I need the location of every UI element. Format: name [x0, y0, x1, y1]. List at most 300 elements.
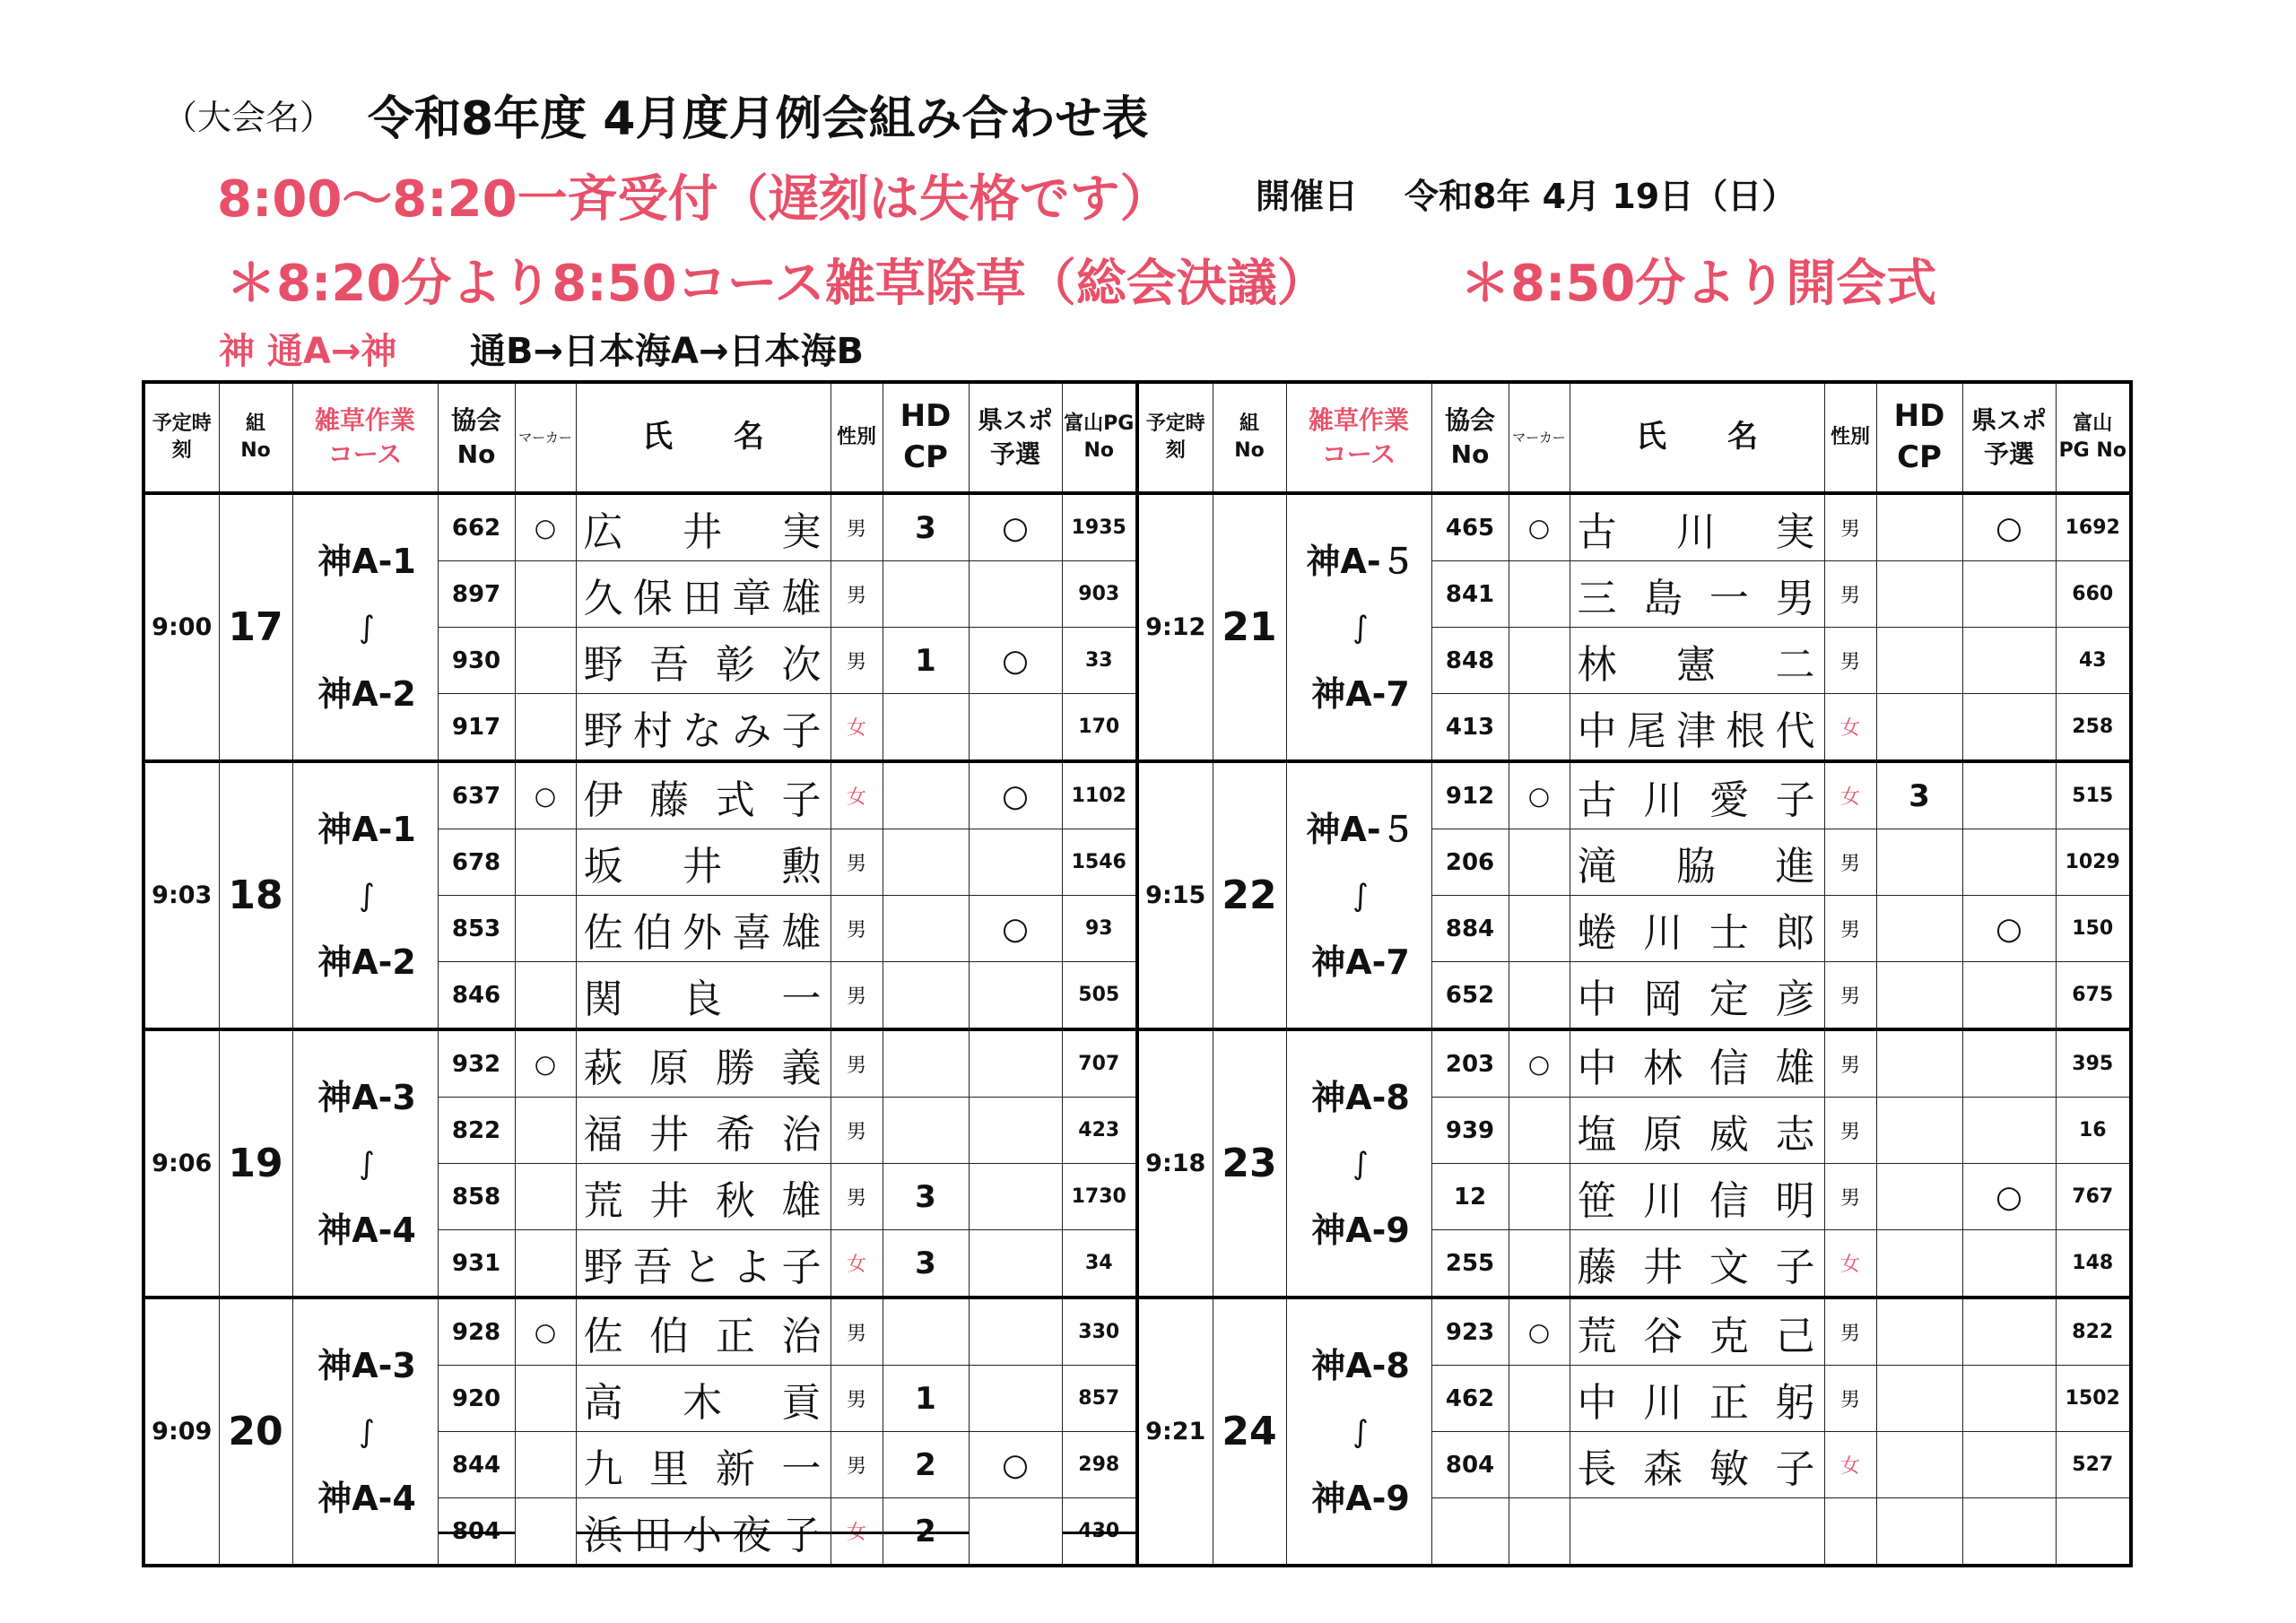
player-name: [1570, 1298, 1824, 1366]
name-char: 田: [632, 1512, 674, 1558]
player-name-chars: [1570, 768, 1824, 825]
name-char: 野: [583, 641, 625, 688]
sex: 男: [1824, 628, 1876, 694]
course-from: 神A-５: [1306, 541, 1415, 581]
pref-qualifier: ○: [969, 896, 1062, 962]
sex: 男: [831, 1164, 883, 1230]
course-to: 神A-9: [1311, 1478, 1410, 1518]
name-char: 伯: [632, 909, 674, 956]
tee-time: 9:06: [144, 1029, 219, 1298]
course-to: 神A-2: [317, 942, 416, 982]
name-char: 吾: [632, 1244, 674, 1290]
player-name: [576, 1029, 831, 1098]
name-char: 林: [1577, 641, 1619, 688]
course-range-mark: ∫: [359, 877, 375, 914]
hdcp: [883, 561, 969, 628]
name-char: 次: [781, 641, 823, 688]
course-to: 神A-7: [1311, 942, 1410, 982]
marker-mark: [515, 1098, 576, 1164]
pg-no: 527: [2056, 1432, 2131, 1498]
col-header-sex: 性別: [1824, 382, 1876, 493]
player-name: [576, 962, 831, 1030]
name-char: 川: [1643, 909, 1685, 956]
name-char: 雄: [781, 575, 823, 621]
weeding-course: [292, 761, 438, 1029]
sex: 女: [1824, 761, 1876, 829]
name-char: よ: [732, 1244, 774, 1290]
name-char: 森: [1643, 1445, 1685, 1492]
name-char: 治: [781, 1313, 823, 1359]
player-name: [1570, 1498, 1824, 1567]
name-char: 信: [1709, 1045, 1751, 1091]
marker-mark: [515, 628, 576, 694]
name-char: 藤: [1577, 1244, 1619, 1290]
sex: 男: [831, 1432, 883, 1498]
marker-mark: ○: [515, 493, 576, 561]
assoc-no: [1431, 1498, 1509, 1567]
assoc-no: 932: [438, 1029, 515, 1098]
hdcp: [1876, 962, 1962, 1030]
marker-mark: [515, 694, 576, 762]
name-char: 士: [1709, 909, 1751, 956]
name-char: 文: [1709, 1244, 1751, 1290]
pg-no: 505: [1062, 962, 1137, 1030]
name-char: 尾: [1626, 707, 1668, 754]
assoc-no: 917: [438, 694, 515, 762]
name-char: 二: [1775, 641, 1817, 688]
hdcp: [883, 1298, 969, 1366]
player-name: [576, 1366, 831, 1432]
pg-no: 675: [2056, 962, 2131, 1030]
name-char: 木: [683, 1379, 724, 1426]
date-value: 令和8年 4月 19日（日）: [1405, 177, 1796, 216]
pg-no: 903: [1062, 561, 1137, 628]
hdcp: [883, 829, 969, 896]
sex: 女: [1824, 694, 1876, 762]
hdcp: [883, 962, 969, 1030]
marker-mark: [1509, 1432, 1570, 1498]
hdcp: [1876, 1230, 1962, 1298]
pg-no: 1730: [1062, 1164, 1137, 1230]
course-from: 神A-3: [317, 1077, 416, 1117]
pref-qualifier: [1962, 1298, 2056, 1366]
pg-no: 1102: [1062, 761, 1137, 829]
name-char: 雄: [781, 1177, 823, 1224]
player-name-chars: [1570, 1168, 1824, 1226]
player-name-chars: [577, 1168, 831, 1226]
name-char: 井: [649, 1177, 691, 1224]
name-char: 一: [781, 1445, 823, 1492]
player-name-chars: [577, 967, 831, 1024]
name-char: 浜: [583, 1512, 625, 1558]
marker-mark: ○: [1509, 493, 1570, 561]
name-char: 式: [715, 777, 757, 823]
pg-no: 330: [1062, 1298, 1137, 1366]
marker-mark: [1509, 694, 1570, 762]
name-char: 藤: [649, 777, 691, 823]
tee-time: 9:18: [1137, 1029, 1213, 1298]
marker-mark: [515, 1498, 576, 1567]
name-char: 敏: [1709, 1445, 1751, 1492]
marker-mark: [1509, 1164, 1570, 1230]
name-char: 正: [1709, 1379, 1751, 1426]
assoc-no: 804: [1431, 1432, 1509, 1498]
name-char: 郎: [1775, 909, 1817, 956]
group-number: 18: [219, 761, 292, 1029]
player-name: [576, 1098, 831, 1164]
name-char: 滝: [1577, 843, 1619, 890]
course-to: 神A-9: [1311, 1210, 1410, 1250]
pref-qualifier: [969, 561, 1062, 628]
sex: 男: [831, 561, 883, 628]
assoc-no: 928: [438, 1298, 515, 1366]
hdcp: 3: [883, 1164, 969, 1230]
pg-no: 170: [1062, 694, 1137, 762]
player-name-chars: [577, 1304, 831, 1361]
group-number: 21: [1213, 493, 1286, 761]
sex: 男: [831, 493, 883, 561]
name-char: 里: [649, 1445, 691, 1492]
pref-qualifier: [1962, 1029, 2056, 1098]
course-from: 神A-8: [1311, 1345, 1410, 1385]
table-body: [144, 493, 2131, 1566]
name-char: 蜷: [1577, 909, 1619, 956]
name-char: 関: [583, 976, 625, 1022]
pg-no: 1029: [2056, 829, 2131, 896]
pref-qualifier: [969, 1029, 1062, 1098]
group-number: 20: [219, 1298, 292, 1566]
hdcp: [1876, 829, 1962, 896]
player-name-chars: [577, 1102, 831, 1159]
hdcp: 3: [1876, 761, 1962, 829]
course-range-mark: ∫: [359, 609, 375, 646]
marker-mark: [1509, 1498, 1570, 1567]
name-char: 秋: [715, 1177, 757, 1224]
player-name-chars: [577, 499, 831, 557]
name-char: 正: [715, 1313, 757, 1359]
name-char: み: [732, 707, 774, 754]
name-char: 彰: [715, 641, 757, 688]
name-char: 勝: [715, 1045, 757, 1091]
course-from: 神A-1: [317, 541, 416, 581]
assoc-no: 920: [438, 1366, 515, 1432]
course-to: 神A-4: [317, 1478, 416, 1518]
name-char: 志: [1775, 1111, 1817, 1158]
col-header-pref: 県スポ 予選: [969, 382, 1062, 493]
hdcp: 3: [883, 493, 969, 561]
assoc-no: 637: [438, 761, 515, 829]
name-char: 中: [1577, 976, 1619, 1022]
pg-no: 43: [2056, 628, 2131, 694]
name-char: 野: [583, 707, 625, 754]
name-char: 吾: [649, 641, 691, 688]
name-char: 代: [1775, 707, 1817, 754]
sex: 男: [831, 628, 883, 694]
course-from: 神A-５: [1306, 809, 1415, 849]
pg-no: 423: [1062, 1098, 1137, 1164]
pg-no: 857: [1062, 1366, 1137, 1432]
player-name: [576, 1432, 831, 1498]
assoc-no: 203: [1431, 1029, 1509, 1098]
name-char: 福: [583, 1111, 625, 1158]
name-char: 子: [1775, 777, 1817, 823]
name-char: 治: [781, 1111, 823, 1158]
name-char: 谷: [1643, 1313, 1685, 1359]
name-char: 彦: [1775, 976, 1817, 1022]
player-name-chars: [577, 1370, 831, 1428]
course-from: 神A-1: [317, 809, 416, 849]
player-name: [576, 1298, 831, 1366]
hdcp: [1876, 628, 1962, 694]
tee-time: 9:09: [144, 1298, 219, 1566]
marker-mark: [515, 1366, 576, 1432]
sex: 男: [831, 896, 883, 962]
name-char: 己: [1775, 1313, 1817, 1359]
pg-no: 660: [2056, 561, 2131, 628]
name-char: 一: [1709, 575, 1751, 621]
name-char: 貢: [781, 1379, 823, 1426]
pref-qualifier: ○: [969, 628, 1062, 694]
sex: 男: [1824, 829, 1876, 896]
course-from: 神A-8: [1311, 1077, 1410, 1117]
name-char: 塩: [1577, 1111, 1619, 1158]
group-number: 19: [219, 1029, 292, 1298]
player-name-chars: [1570, 632, 1824, 690]
pref-qualifier: [1962, 1432, 2056, 1498]
hdcp: [883, 1029, 969, 1098]
group-number: 22: [1213, 761, 1286, 1029]
name-char: 章: [732, 575, 774, 621]
marker-mark: ○: [515, 1298, 576, 1366]
marker-mark: [515, 1432, 576, 1498]
name-char: 子: [1775, 1244, 1817, 1290]
course-to: 神A-7: [1311, 673, 1410, 714]
col-header-marker: マーカー: [515, 382, 576, 493]
sex: 男: [831, 829, 883, 896]
name-char: 子: [781, 1512, 823, 1558]
course-range-mark: ∫: [359, 1413, 375, 1450]
player-name: [576, 561, 831, 628]
assoc-no: 822: [438, 1098, 515, 1164]
pg-no: 1502: [2056, 1366, 2131, 1432]
col-header-time: 予定時 刻: [1137, 382, 1213, 493]
tee-time: 9:03: [144, 761, 219, 1029]
name-char: 島: [1643, 575, 1685, 621]
name-char: 伊: [583, 777, 625, 823]
weeding-notice: ＊8:20分より8:50コース雑草除草（総会決議）: [226, 255, 1327, 313]
name-char: 井: [683, 843, 724, 890]
pref-qualifier: [969, 962, 1062, 1030]
weeding-course: [292, 1298, 438, 1566]
col-header-pref: 県スポ 予選: [1962, 382, 2056, 493]
player-name: [1570, 1432, 1824, 1498]
name-char: 中: [1577, 707, 1619, 754]
assoc-no: 939: [1431, 1098, 1509, 1164]
assoc-no: 858: [438, 1164, 515, 1230]
name-char: 中: [1577, 1379, 1619, 1426]
name-char: 野: [583, 1244, 625, 1290]
player-name: [576, 1164, 831, 1230]
name-char: 子: [1775, 1445, 1817, 1492]
pref-qualifier: [969, 1164, 1062, 1230]
hdcp: [1876, 694, 1962, 762]
reception-notice: 8:00～8:20一斉受付（遅刻は失格です）: [217, 170, 1170, 229]
marker-mark: [1509, 628, 1570, 694]
sex: 男: [1824, 962, 1876, 1030]
name-char: 林: [1643, 1045, 1685, 1091]
course-range-mark: ∫: [1352, 877, 1369, 914]
marker-mark: [1509, 561, 1570, 628]
name-char: 佐: [583, 1313, 625, 1359]
hdcp: 1: [883, 1366, 969, 1432]
pg-no: [2056, 1498, 2131, 1567]
assoc-no: 413: [1431, 694, 1509, 762]
pref-qualifier: [1962, 1498, 2056, 1567]
pg-no: 1546: [1062, 829, 1137, 896]
name-char: 九: [583, 1445, 625, 1492]
player-name-chars: [1570, 967, 1824, 1024]
name-char: 良: [683, 976, 724, 1022]
name-char: 実: [1775, 508, 1817, 555]
sex: 女: [1824, 1432, 1876, 1498]
pg-no: 150: [2056, 896, 2131, 962]
name-char: 原: [649, 1045, 691, 1091]
marker-mark: [1509, 962, 1570, 1030]
course-to: 神A-4: [317, 1210, 416, 1250]
pref-qualifier: [1962, 962, 2056, 1030]
assoc-no: 923: [1431, 1298, 1509, 1366]
pg-no: 298: [1062, 1432, 1137, 1498]
player-name-chars: [1570, 1436, 1824, 1494]
sex: 男: [831, 1366, 883, 1432]
hdcp: 1: [883, 628, 969, 694]
name-char: 川: [1643, 1177, 1685, 1224]
marker-mark: [515, 829, 576, 896]
sex: [1824, 1498, 1876, 1567]
course-from: 神A-3: [317, 1345, 416, 1385]
hdcp: [1876, 896, 1962, 962]
name-char: 荒: [1577, 1313, 1619, 1359]
player-name: [1570, 1164, 1824, 1230]
name-char: 古: [1577, 508, 1619, 555]
table-row: [144, 761, 2131, 829]
player-name-chars: [1570, 900, 1824, 958]
col-header-time: 予定時 刻: [144, 382, 219, 493]
player-name: [1570, 628, 1824, 694]
name-char: な: [683, 707, 724, 754]
name-char: 男: [1775, 575, 1817, 621]
sex: 男: [831, 1029, 883, 1098]
hdcp: [883, 761, 969, 829]
player-name: [1570, 1098, 1824, 1164]
name-char: 坂: [583, 843, 625, 890]
tee-time: 9:00: [144, 493, 219, 761]
col-header-name: 氏 名: [576, 382, 831, 493]
pref-qualifier: ○: [1962, 896, 2056, 962]
assoc-no: 652: [1431, 962, 1509, 1030]
name-char: 原: [1643, 1111, 1685, 1158]
name-char: と: [683, 1244, 724, 1290]
pg-no: 33: [1062, 628, 1137, 694]
sex: 女: [831, 694, 883, 762]
player-name-chars: [577, 1503, 831, 1560]
pairing-table: [142, 380, 2133, 1567]
name-char: 荒: [583, 1177, 625, 1224]
player-name: [1570, 962, 1824, 1030]
hdcp: [1876, 1432, 1962, 1498]
name-char: 脇: [1676, 843, 1718, 890]
pref-qualifier: [1962, 761, 2056, 829]
pref-qualifier: ○: [969, 493, 1062, 561]
pg-no: 258: [2056, 694, 2131, 762]
player-name-chars: [577, 566, 831, 623]
player-name: [576, 493, 831, 561]
table-row: [144, 493, 2131, 561]
sex: 男: [1824, 561, 1876, 628]
col-header-pg: 富山PG No: [1062, 382, 1137, 493]
table-row: [144, 1029, 2131, 1098]
player-name: [576, 761, 831, 829]
hdcp: 2: [883, 1498, 969, 1567]
course-range-mark: ∫: [1352, 1145, 1369, 1182]
marker-mark: [515, 1230, 576, 1298]
pg-no: 822: [2056, 1298, 2131, 1366]
table-row: [144, 1298, 2131, 1366]
player-name-chars: [1570, 1102, 1824, 1159]
name-char: 勲: [781, 843, 823, 890]
player-name: [1570, 1366, 1824, 1432]
sex: 女: [831, 1498, 883, 1567]
name-char: 夜: [732, 1512, 774, 1558]
name-char: 信: [1709, 1177, 1751, 1224]
name-char: 中: [1577, 1045, 1619, 1091]
pg-no: 707: [1062, 1029, 1137, 1098]
assoc-no: 206: [1431, 829, 1509, 896]
player-name: [1570, 493, 1824, 561]
player-name-chars: [1570, 1370, 1824, 1428]
assoc-no: 853: [438, 896, 515, 962]
assoc-no: 255: [1431, 1230, 1509, 1298]
pg-no: 767: [2056, 1164, 2131, 1230]
pref-qualifier: [969, 829, 1062, 896]
hdcp: [1876, 1366, 1962, 1432]
name-char: 進: [1775, 843, 1817, 890]
player-name-chars: [1570, 566, 1824, 623]
marker-mark: [515, 962, 576, 1030]
player-name: [1570, 561, 1824, 628]
hdcp: [883, 694, 969, 762]
hdcp: [1876, 1498, 1962, 1567]
pref-qualifier: [1962, 628, 2056, 694]
name-char: 躬: [1775, 1379, 1817, 1426]
assoc-no: 846: [438, 962, 515, 1030]
col-header-hdcp: HD CP: [883, 382, 969, 493]
course-range-mark: ∫: [359, 1145, 375, 1182]
player-name: [576, 896, 831, 962]
name-char: 川: [1643, 777, 1685, 823]
name-char: 根: [1726, 707, 1768, 754]
assoc-no: 897: [438, 561, 515, 628]
tee-time: 9:12: [1137, 493, 1213, 761]
hdcp: [1876, 1098, 1962, 1164]
hdcp: [1876, 493, 1962, 561]
player-name-chars: [577, 699, 831, 756]
marker-mark: ○: [1509, 1029, 1570, 1098]
assoc-no: 884: [1431, 896, 1509, 962]
name-char: 明: [1775, 1177, 1817, 1224]
assoc-no: 841: [1431, 561, 1509, 628]
assoc-no: 848: [1431, 628, 1509, 694]
